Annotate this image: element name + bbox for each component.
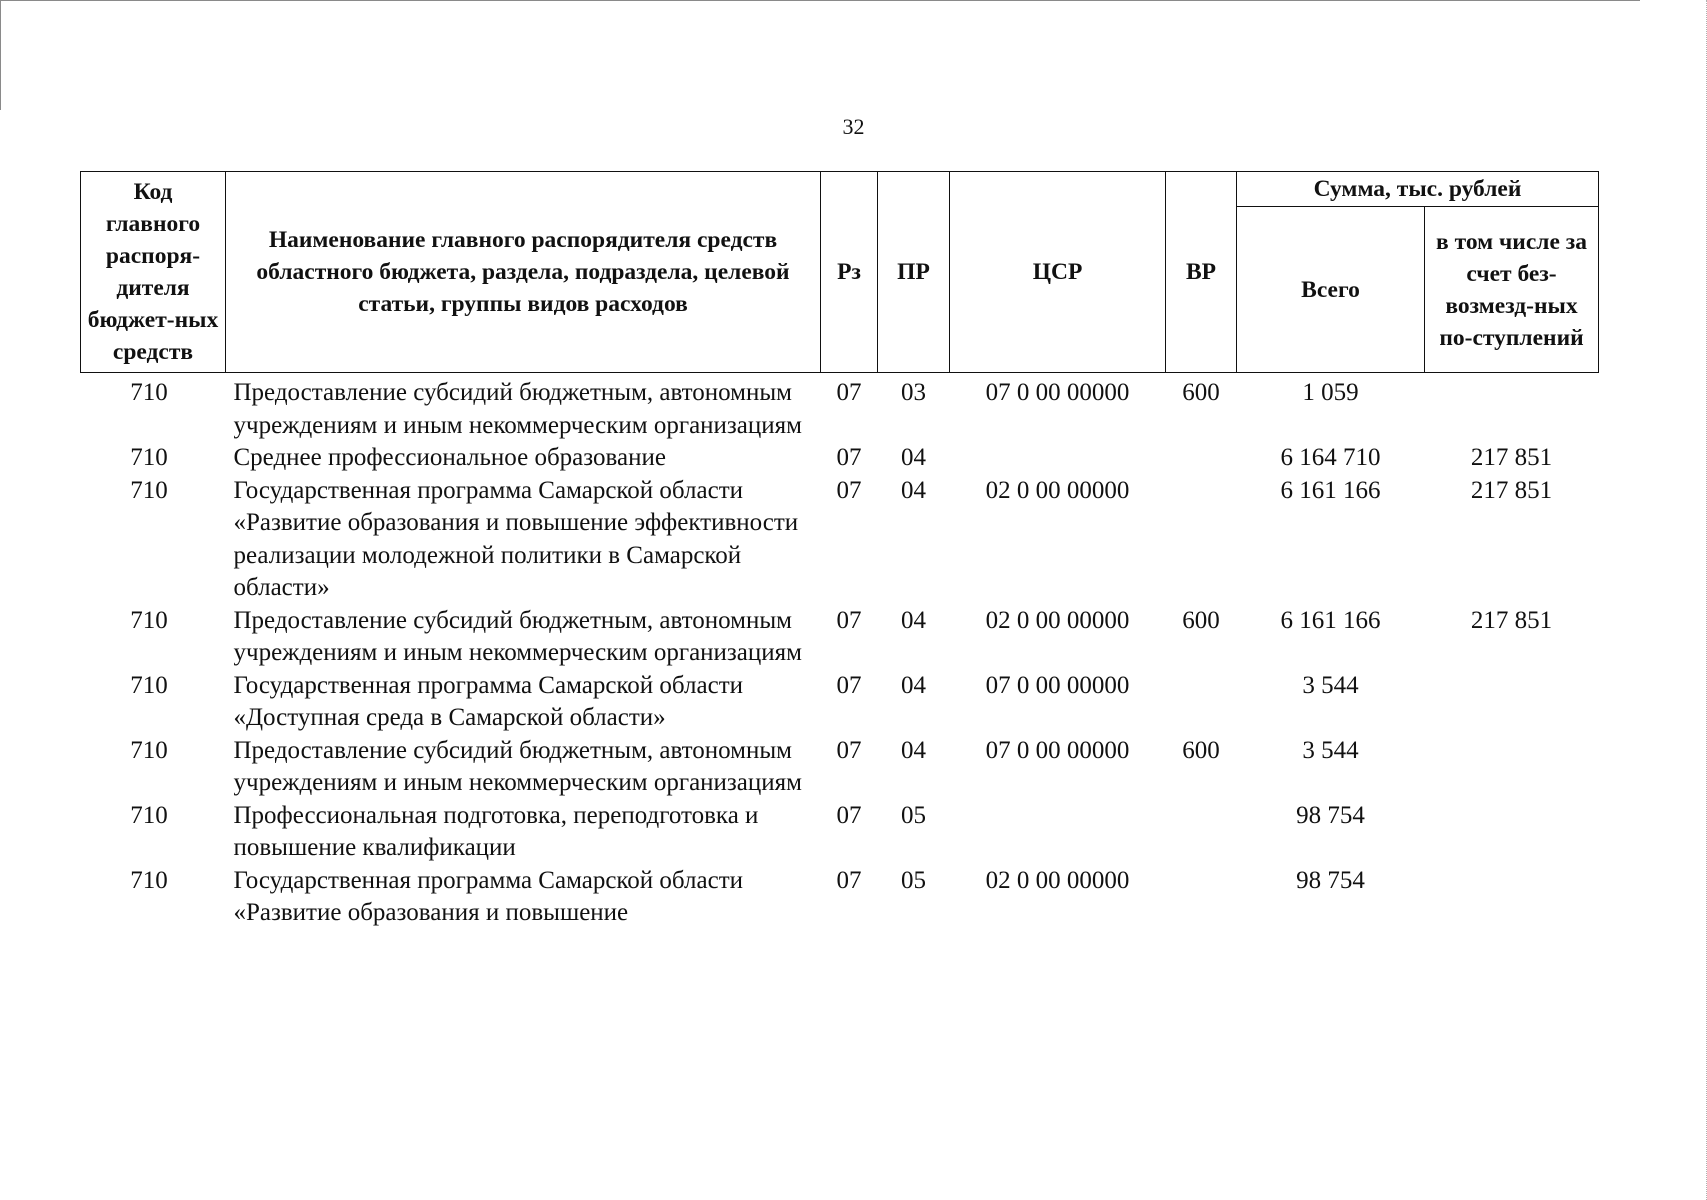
row-csr: 02 0 00 00000 — [985, 476, 1130, 504]
row-rz: 07 — [836, 736, 862, 764]
row-pr: 05 — [901, 801, 926, 829]
row-name: Государственная программа Самарской области «Доступная среда в Самарской области» — [233, 671, 743, 731]
budget-table — [80, 171, 1599, 930]
row-rz: 07 — [836, 606, 862, 634]
row-name: Государственная программа Самарской области «Развитие образования и повышение эффективности реализации молодежной политики в Самарской области» — [233, 476, 799, 601]
row-sum-total: 3 544 — [1302, 671, 1359, 699]
row-vr — [1166, 800, 1237, 865]
row-sum-total: 6 161 166 — [1280, 476, 1381, 504]
row-code: 710 — [130, 476, 168, 504]
row-pr: 04 — [901, 606, 926, 634]
row-vr — [1166, 475, 1237, 605]
row-rz: 07 — [836, 866, 862, 894]
row-pr: 04 — [901, 736, 926, 764]
row-name: Профессиональная подготовка, переподготовка и повышение квалификации — [233, 801, 759, 861]
table-row — [81, 670, 1599, 735]
row-vr: 600 — [1182, 606, 1220, 634]
header-pr: ПР — [878, 172, 950, 373]
row-pr: 03 — [901, 379, 926, 406]
table-row — [81, 800, 1599, 865]
table-row — [81, 865, 1599, 930]
row-sum-total: 98 754 — [1296, 801, 1365, 829]
row-sum-total: 98 754 — [1296, 866, 1365, 894]
table-body — [81, 373, 1599, 930]
row-vr: 600 — [1182, 379, 1220, 406]
row-sum-free: 217 851 — [1470, 606, 1553, 634]
row-csr: 02 0 00 00000 — [985, 606, 1130, 634]
row-csr — [950, 442, 1166, 475]
row-pr: 04 — [901, 476, 926, 504]
scan-edge-left — [0, 0, 2, 110]
row-name: Предоставление субсидий бюджетным, автономным учреждениям и иным некоммерческим организациям — [233, 736, 802, 796]
row-code: 710 — [130, 671, 168, 699]
table-header — [81, 172, 1599, 373]
header-csr: ЦСР — [950, 172, 1166, 373]
row-vr: 600 — [1182, 736, 1220, 764]
row-vr — [1166, 442, 1237, 475]
table-row — [81, 605, 1599, 670]
table-row — [81, 442, 1599, 475]
row-pr: 05 — [901, 866, 926, 894]
page-number: 32 — [842, 114, 865, 139]
row-sum-free — [1425, 865, 1599, 930]
row-name: Предоставление субсидий бюджетным, автономным учреждениям и иным некоммерческим организациям — [233, 606, 802, 666]
row-sum-total: 6 161 166 — [1280, 606, 1381, 634]
row-csr: 07 0 00 00000 — [985, 379, 1130, 406]
row-code: 710 — [130, 801, 168, 829]
row-sum-free — [1425, 670, 1599, 735]
row-sum-free — [1425, 800, 1599, 865]
table-row — [81, 735, 1599, 800]
row-vr — [1166, 670, 1237, 735]
table-row — [81, 475, 1599, 605]
row-code: 710 — [130, 736, 168, 764]
row-rz: 07 — [836, 801, 862, 829]
header-vr: ВР — [1166, 172, 1237, 373]
row-rz: 07 — [836, 444, 862, 471]
row-sum-total: 1 059 — [1302, 379, 1359, 406]
row-rz: 07 — [836, 379, 862, 406]
row-pr: 04 — [901, 444, 926, 471]
row-csr: 02 0 00 00000 — [985, 866, 1130, 894]
row-name: Предоставление субсидий бюджетным, автономным учреждениям и иным некоммерческим организациям — [233, 379, 802, 439]
header-code: Код главного распоря-дителя бюджет-ных средств — [81, 172, 226, 373]
row-code: 710 — [130, 866, 168, 894]
row-code: 710 — [130, 444, 168, 471]
row-rz: 07 — [836, 671, 862, 699]
row-csr — [950, 800, 1166, 865]
header-sum-total: Всего — [1237, 207, 1425, 373]
row-sum-total: 3 544 — [1302, 736, 1359, 764]
row-vr — [1166, 865, 1237, 930]
row-pr: 04 — [901, 671, 926, 699]
header-rz: Рз — [821, 172, 878, 373]
scan-edge-top — [0, 0, 1640, 2]
row-sum-free — [1425, 373, 1599, 443]
row-code: 710 — [130, 379, 168, 406]
row-code: 710 — [130, 606, 168, 634]
row-sum-free — [1425, 735, 1599, 800]
header-name: Наименование главного распорядителя средств областного бюджета, раздела, подраздела, целевой статьи, группы видов расходов — [226, 172, 821, 373]
row-sum-total: 6 164 710 — [1280, 444, 1381, 471]
row-rz: 07 — [836, 476, 862, 504]
row-name: Среднее профессиональное образование — [233, 444, 666, 471]
row-name: Государственная программа Самарской области «Развитие образования и повышение — [233, 866, 743, 926]
row-csr: 07 0 00 00000 — [985, 736, 1130, 764]
row-csr: 07 0 00 00000 — [985, 671, 1130, 699]
header-sum-group: Сумма, тыс. рублей — [1237, 172, 1599, 207]
row-sum-free: 217 851 — [1470, 444, 1553, 471]
row-sum-free: 217 851 — [1470, 476, 1553, 504]
header-sum-free: в том числе за счет без-возмезд-ных по-ступлений — [1425, 207, 1599, 373]
table-row — [81, 373, 1599, 443]
